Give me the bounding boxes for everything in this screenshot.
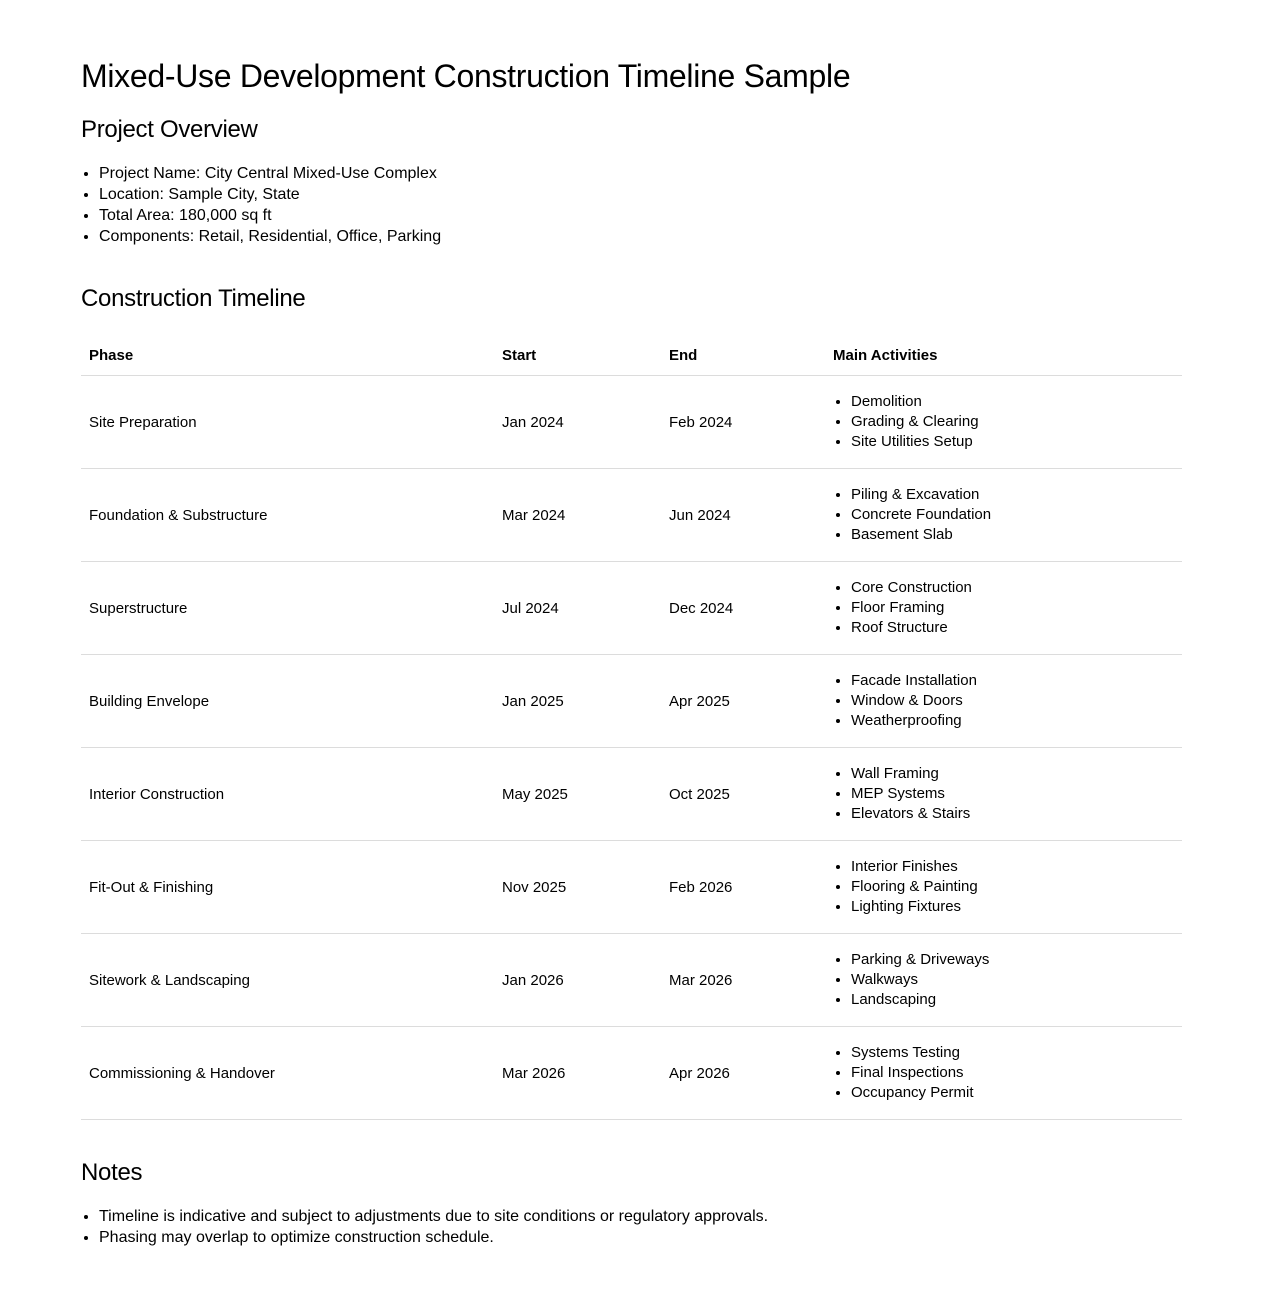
phase-cell: Foundation & Substructure	[81, 469, 494, 562]
activity-item: • Final Inspections	[851, 1063, 1174, 1083]
column-header-end: End	[661, 335, 825, 376]
note-item: • Timeline is indicative and subject to adjustments due to site conditions or regulatory approvals.	[99, 1206, 768, 1227]
table-row	[81, 1027, 1182, 1120]
activity-item: • Concrete Foundation	[851, 505, 1174, 525]
activity-item: • Grading & Clearing	[851, 412, 1174, 432]
activity-item: • Parking & Driveways	[851, 950, 1174, 970]
timeline-table-body	[81, 376, 1182, 1120]
start-cell: May 2025	[494, 748, 661, 841]
table-row	[81, 841, 1182, 934]
activity-item: • Piling & Excavation	[851, 485, 1174, 505]
end-cell: Oct 2025	[661, 748, 825, 841]
activities-cell	[825, 469, 1182, 562]
start-cell: Nov 2025	[494, 841, 661, 934]
phase-cell: Site Preparation	[81, 376, 494, 469]
timeline-table	[81, 335, 1182, 1120]
phase-cell: Building Envelope	[81, 655, 494, 748]
activity-item: • Roof Structure	[851, 618, 1174, 638]
activity-item: • Lighting Fixtures	[851, 897, 1174, 917]
table-row	[81, 934, 1182, 1027]
table-row	[81, 655, 1182, 748]
phase-cell: Fit-Out & Finishing	[81, 841, 494, 934]
overview-heading: Project Overview	[81, 116, 258, 143]
activity-item: • Wall Framing	[851, 764, 1174, 784]
activities-cell	[825, 934, 1182, 1027]
activity-item: • Landscaping	[851, 990, 1174, 1010]
activity-item: • Floor Framing	[851, 598, 1174, 618]
activity-item: • Site Utilities Setup	[851, 432, 1174, 452]
activity-item: • Core Construction	[851, 578, 1174, 598]
table-row	[81, 469, 1182, 562]
activities-list	[833, 1043, 1174, 1103]
phase-cell: Commissioning & Handover	[81, 1027, 494, 1120]
start-cell: Mar 2026	[494, 1027, 661, 1120]
activity-item: • Occupancy Permit	[851, 1083, 1174, 1103]
end-cell: Mar 2026	[661, 934, 825, 1027]
overview-item-components: • Components: Retail, Residential, Office, Parking	[99, 226, 441, 247]
overview-list	[81, 163, 441, 247]
table-row	[81, 748, 1182, 841]
end-cell: Apr 2025	[661, 655, 825, 748]
start-cell: Jan 2025	[494, 655, 661, 748]
activity-item: • Flooring & Painting	[851, 877, 1174, 897]
phase-cell: Sitework & Landscaping	[81, 934, 494, 1027]
overview-item-total-area: • Total Area: 180,000 sq ft	[99, 205, 441, 226]
table-row	[81, 376, 1182, 469]
activity-item: • Walkways	[851, 970, 1174, 990]
activities-list	[833, 578, 1174, 638]
end-cell: Feb 2024	[661, 376, 825, 469]
table-row	[81, 562, 1182, 655]
activity-item: • Demolition	[851, 392, 1174, 412]
end-cell: Apr 2026	[661, 1027, 825, 1120]
activities-list	[833, 671, 1174, 731]
column-header-phase: Phase	[81, 335, 494, 376]
column-header-main-activities: Main Activities	[825, 335, 1182, 376]
activities-cell	[825, 376, 1182, 469]
notes-list	[81, 1206, 768, 1248]
start-cell: Mar 2024	[494, 469, 661, 562]
activity-item: • Window & Doors	[851, 691, 1174, 711]
start-cell: Jan 2024	[494, 376, 661, 469]
start-cell: Jul 2024	[494, 562, 661, 655]
activities-cell	[825, 562, 1182, 655]
activity-item: • MEP Systems	[851, 784, 1174, 804]
activity-item: • Basement Slab	[851, 525, 1174, 545]
activity-item: • Systems Testing	[851, 1043, 1174, 1063]
timeline-heading: Construction Timeline	[81, 285, 306, 312]
table-header-row	[81, 335, 1182, 376]
activities-cell	[825, 748, 1182, 841]
end-cell: Dec 2024	[661, 562, 825, 655]
activities-list	[833, 764, 1174, 824]
activity-item: • Interior Finishes	[851, 857, 1174, 877]
activity-item: • Facade Installation	[851, 671, 1174, 691]
notes-heading: Notes	[81, 1159, 143, 1186]
overview-item-location: • Location: Sample City, State	[99, 184, 441, 205]
activity-item: • Elevators & Stairs	[851, 804, 1174, 824]
overview-item-project-name: • Project Name: City Central Mixed-Use Complex	[99, 163, 441, 184]
end-cell: Jun 2024	[661, 469, 825, 562]
start-cell: Jan 2026	[494, 934, 661, 1027]
activity-item: • Weatherproofing	[851, 711, 1174, 731]
activities-list	[833, 950, 1174, 1010]
activities-list	[833, 485, 1174, 545]
activities-list	[833, 857, 1174, 917]
activities-cell	[825, 655, 1182, 748]
phase-cell: Superstructure	[81, 562, 494, 655]
column-header-start: Start	[494, 335, 661, 376]
note-item: • Phasing may overlap to optimize construction schedule.	[99, 1227, 768, 1248]
activities-cell	[825, 1027, 1182, 1120]
activities-list	[833, 392, 1174, 452]
page-title: Mixed-Use Development Construction Timeline Sample	[81, 58, 851, 94]
end-cell: Feb 2026	[661, 841, 825, 934]
activities-cell	[825, 841, 1182, 934]
phase-cell: Interior Construction	[81, 748, 494, 841]
